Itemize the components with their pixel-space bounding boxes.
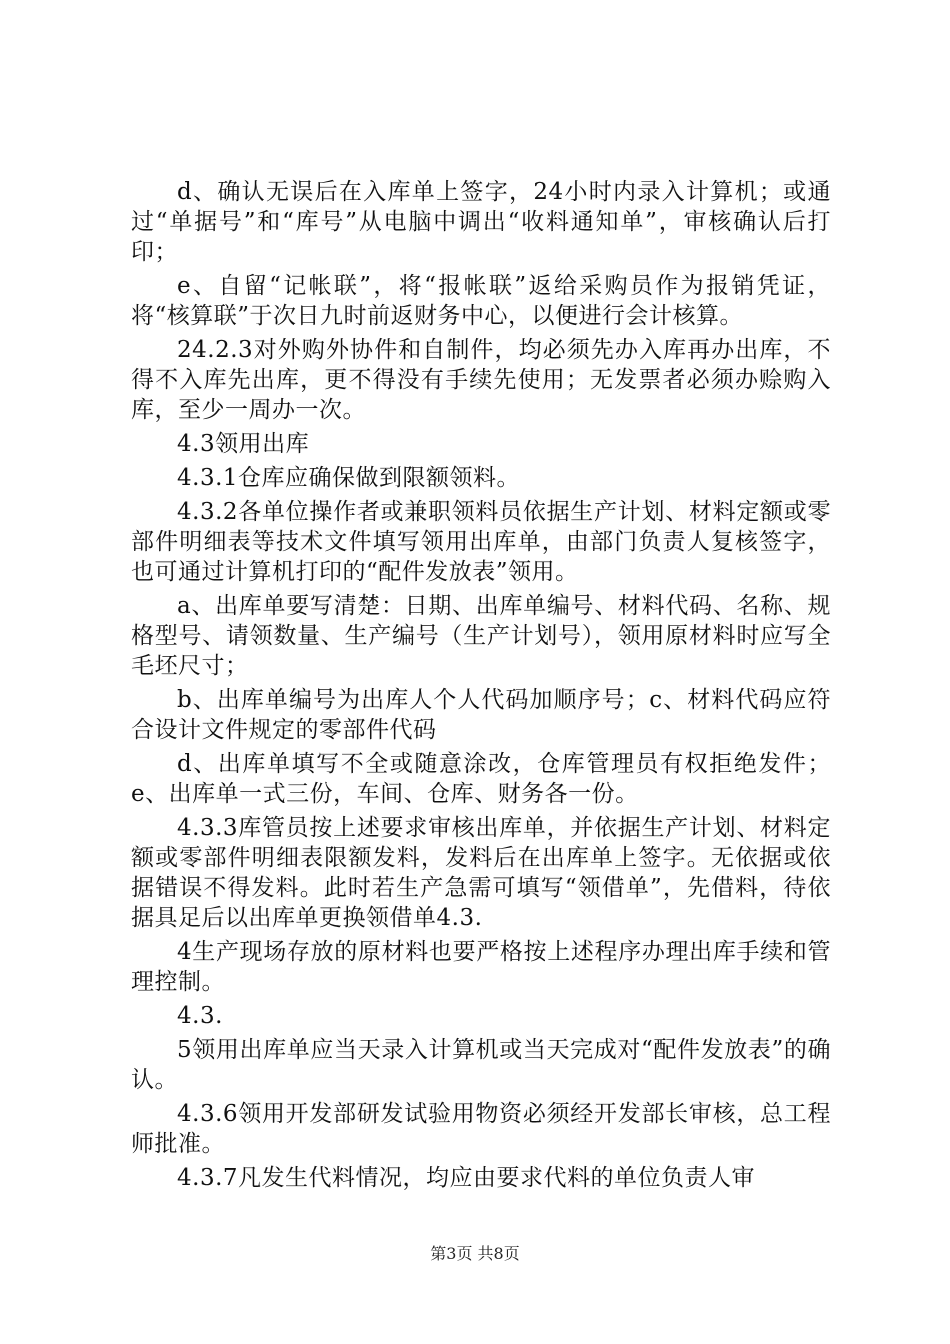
paragraph-8: b、出库单编号为出库人个人代码加顺序号；c、材料代码应符合设计文件规定的零部件代码 (131, 687, 831, 743)
paragraph-6: 4.3.2各单位操作者或兼职领料员依据生产计划、材料定额或零部件明细表等技术文件填写领用出库单，由部门负责人复核签字，也可通过计算机打印的“配件发放表”领用。 (131, 499, 831, 585)
page-footer: 第3页 共8页 (430, 1244, 520, 1263)
paragraph-5: 4.3.1仓库应确保做到限额领料。 (177, 465, 521, 491)
paragraph-14: 4.3.6领用开发部研发试验用物资必须经开发部长审核，总工程师批准。 (131, 1101, 831, 1157)
paragraph-12: 4.3. (177, 1003, 223, 1029)
paragraph-1: d、确认无误后在入库单上签字，24小时内录入计算机；或通过“单据号”和“库号”从电脑中调出“收料通知单”，审核确认后打印； (131, 179, 831, 265)
paragraph-7: a、出库单要写清楚：日期、出库单编号、材料代码、名称、规格型号、请领数量、生产编号（生产计划号），领用原材料时应写全毛坯尺寸； (131, 593, 831, 679)
paragraph-11: 4生产现场存放的原材料也要严格按上述程序办理出库手续和管理控制。 (131, 939, 831, 995)
paragraph-10: 4.3.3库管员按上述要求审核出库单，并依据生产计划、材料定额或零部件明细表限额发料，发料后在出库单上签字。无依据或依据错误不得发料。此时若生产急需可填写“领借单”，先借料，待依据具足后以出库单更换领借单4.3. (131, 815, 831, 931)
paragraph-9: d、出库单填写不全或随意涂改，仓库管理员有权拒绝发件；e、出库单一式三份，车间、仓库、财务各一份。 (131, 751, 831, 807)
paragraph-13: 5领用出库单应当天录入计算机或当天完成对“配件发放表”的确认。 (131, 1037, 831, 1093)
paragraph-15: 4.3.7凡发生代料情况，均应由要求代料的单位负责人审 (177, 1165, 756, 1191)
paragraph-4: 4.3领用出库 (177, 431, 310, 457)
paragraph-2: e、自留“记帐联”，将“报帐联”返给采购员作为报销凭证，将“核算联”于次日九时前返财务中心，以便进行会计核算。 (131, 273, 831, 329)
paragraph-3: 24.2.3对外购外协件和自制件，均必须先办入库再办出库，不得不入库先出库，更不得没有手续先使用；无发票者必须办赊购入库，至少一周办一次。 (131, 337, 831, 423)
document-body (131, 177, 831, 1193)
